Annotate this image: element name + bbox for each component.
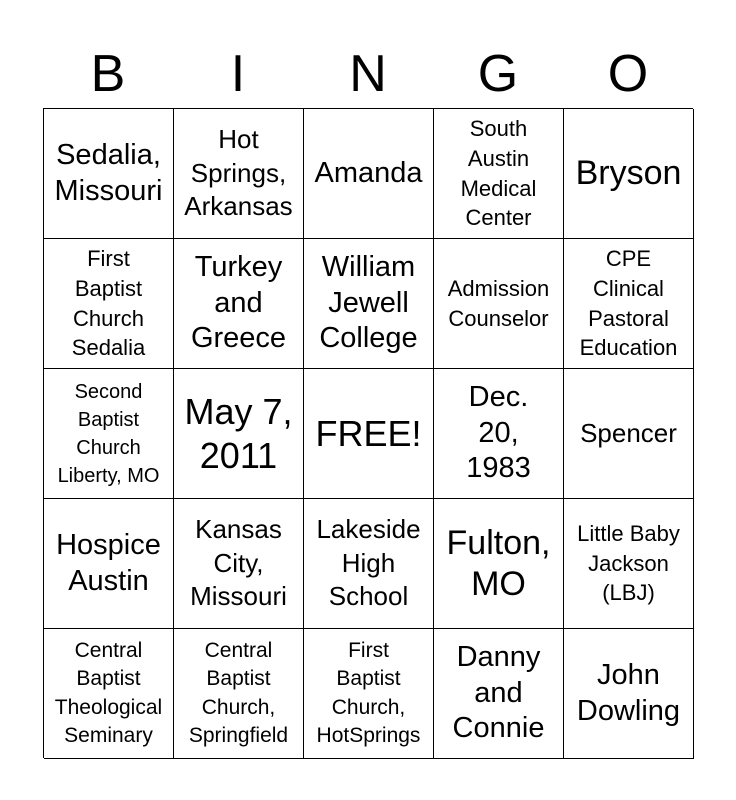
cell-text: May 7, 2011	[184, 391, 293, 476]
cell-text: Hospice Austin	[56, 529, 161, 597]
bingo-cell[interactable]	[174, 499, 304, 629]
bingo-cell[interactable]	[174, 369, 304, 499]
bingo-cell[interactable]	[304, 499, 434, 629]
cell-text: Admission Counselor	[447, 275, 550, 331]
cell-text: Bryson	[575, 154, 682, 193]
header-letter-g: G	[477, 45, 519, 103]
header-letter-o: O	[607, 45, 649, 103]
cell-text: FREE!	[315, 412, 422, 454]
bingo-cell[interactable]	[564, 109, 694, 239]
bingo-cell[interactable]	[174, 629, 304, 759]
bingo-cell[interactable]	[304, 109, 434, 239]
cell-text: Sedalia, Missouri	[54, 139, 163, 207]
cell-text: William Jewell College	[319, 251, 418, 355]
bingo-cell[interactable]	[304, 239, 434, 369]
bingo-cell[interactable]	[304, 629, 434, 759]
header-letter-b: B	[90, 45, 126, 103]
bingo-cell[interactable]	[434, 369, 564, 499]
bingo-cell[interactable]	[44, 629, 174, 759]
bingo-cell[interactable]	[174, 239, 304, 369]
cell-text: Lakeside High School	[316, 513, 421, 612]
cell-text: Central Baptist Theological Seminary	[54, 638, 163, 747]
cell-text: Little Baby Jackson (LBJ)	[577, 520, 680, 606]
cell-text: Hot Springs, Arkansas	[184, 123, 293, 222]
bingo-cell[interactable]	[304, 369, 434, 499]
bingo-cell[interactable]	[564, 629, 694, 759]
cell-text: John Dowling	[576, 659, 681, 727]
bingo-cell[interactable]	[44, 109, 174, 239]
bingo-cell[interactable]	[174, 109, 304, 239]
cell-text: South Austin Medical Center	[460, 115, 537, 231]
bingo-header	[43, 40, 693, 108]
cell-text: Turkey and Greece	[190, 251, 287, 355]
cell-text: Danny and Connie	[452, 641, 545, 745]
cell-text: Dec. 20, 1983	[466, 381, 531, 485]
cell-text: Second Baptist Church Liberty, MO	[57, 380, 160, 487]
bingo-cell[interactable]	[44, 499, 174, 629]
cell-text: Kansas City, Missouri	[190, 513, 287, 612]
bingo-cell[interactable]	[44, 369, 174, 499]
header-letter-n: N	[349, 45, 387, 103]
bingo-cell[interactable]	[434, 109, 564, 239]
cell-text: First Baptist Church, HotSprings	[316, 638, 421, 747]
cell-text: Spencer	[580, 417, 677, 448]
bingo-board	[43, 108, 693, 758]
bingo-cell[interactable]	[434, 239, 564, 369]
bingo-cell[interactable]	[564, 239, 694, 369]
header-letter-i: I	[230, 45, 246, 103]
cell-text: First Baptist Church Sedalia	[71, 245, 146, 361]
cell-text: Amanda	[314, 156, 423, 189]
cell-text: Central Baptist Church, Springfield	[188, 638, 289, 747]
bingo-cell[interactable]	[434, 629, 564, 759]
bingo-cell[interactable]	[44, 239, 174, 369]
bingo-cell[interactable]	[434, 499, 564, 629]
cell-text: CPE Clinical Pastoral Education	[579, 245, 678, 361]
bingo-cell[interactable]	[564, 499, 694, 629]
bingo-cell[interactable]	[564, 369, 694, 499]
cell-text: Fulton, MO	[446, 523, 551, 603]
